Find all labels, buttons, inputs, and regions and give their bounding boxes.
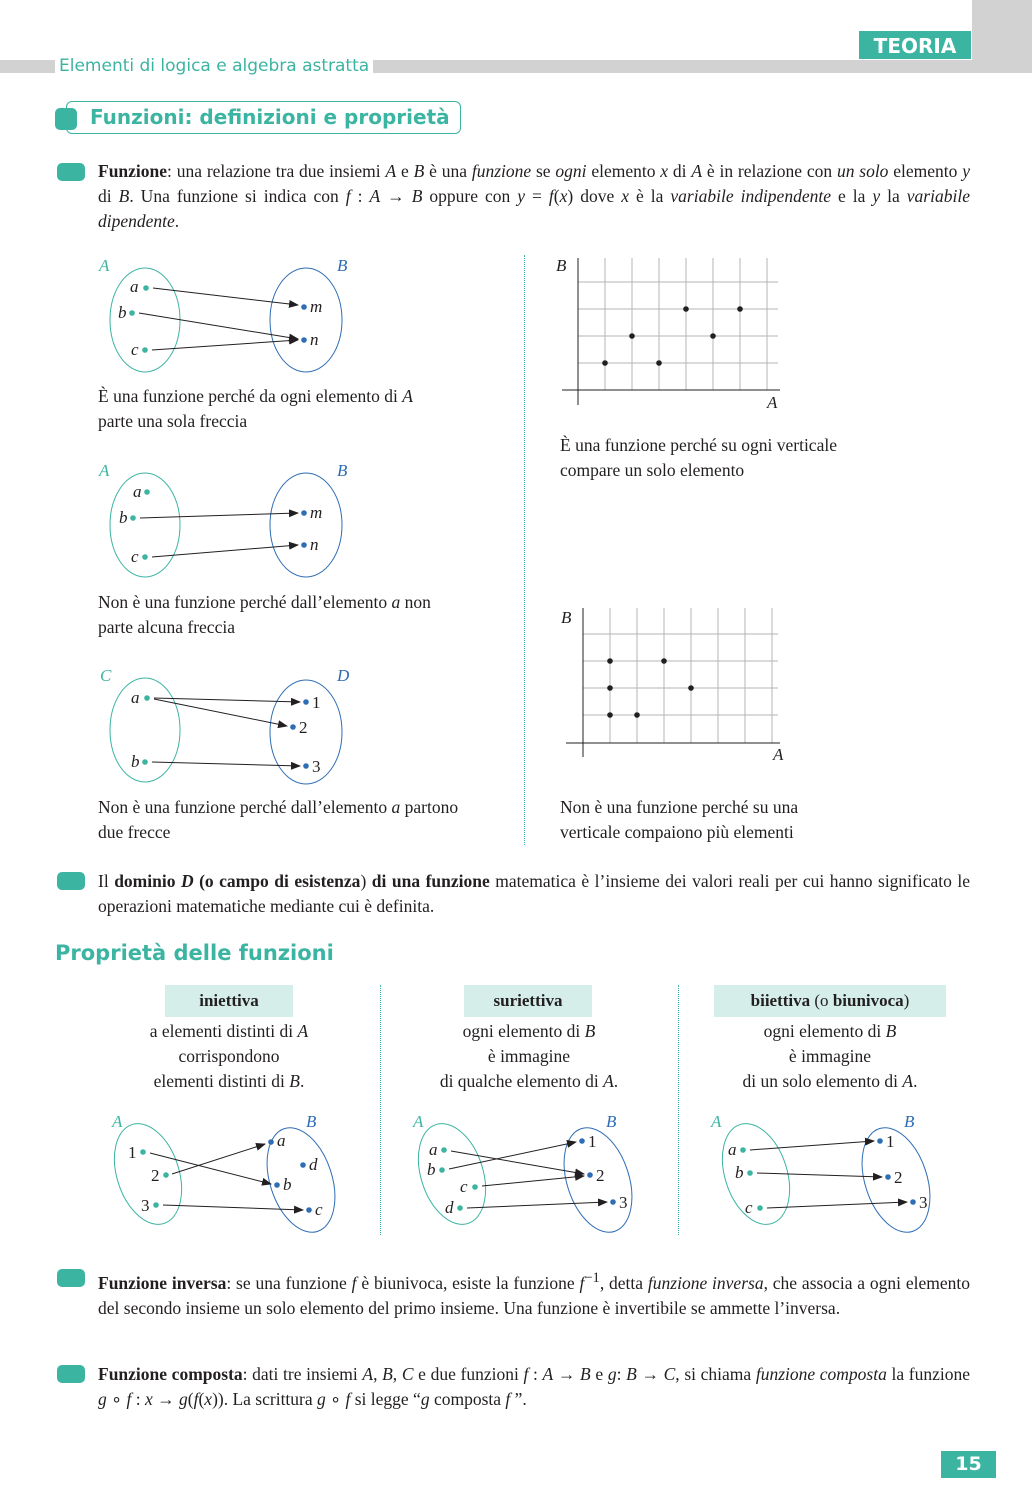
graph-not-function xyxy=(566,608,780,757)
svg-text:1: 1 xyxy=(588,1132,597,1151)
element-label: c xyxy=(131,340,139,359)
element-label: a xyxy=(130,277,139,296)
element-label: n xyxy=(310,535,319,554)
caption-graph-function: È una funzione perché su ogni verticale compare un solo elemento xyxy=(560,435,837,480)
svg-text:3: 3 xyxy=(141,1196,150,1215)
axis-label-y: B xyxy=(561,608,572,627)
set-b-label: B xyxy=(337,461,348,480)
element-label: b xyxy=(118,303,127,322)
definition-paragraph: Funzione: una relazione tra due insiemi A e B è una funzione se ogni elemento x di A è in relazione con un solo elemento y di B. Una funzione si indica con f : A → B oppure con y = f(x) dove x è la variabile indipendente e la y la variabile dipendente. xyxy=(98,161,971,231)
set-d-label: D xyxy=(337,666,350,685)
diagram-not-function-no-arrow xyxy=(98,461,348,577)
diagram-bijective xyxy=(710,1112,942,1241)
column-divider xyxy=(380,985,381,1235)
svg-text:3: 3 xyxy=(619,1193,628,1212)
bullet-icon xyxy=(57,872,85,890)
element-label: a xyxy=(131,688,140,707)
element-label: a xyxy=(133,482,142,501)
diagram-not-function-two-arrows xyxy=(100,666,350,784)
graph-function xyxy=(562,258,780,405)
caption-graph-not-function: Non è una funzione perché su una verticale compaiono più elementi xyxy=(560,797,799,842)
svg-text:A: A xyxy=(413,1112,424,1131)
chapter-title: Elementi di logica e algebra astratta xyxy=(55,55,373,77)
svg-text:1: 1 xyxy=(128,1143,137,1162)
svg-text:A: A xyxy=(711,1112,722,1131)
element-label: c xyxy=(131,547,139,566)
section-tag: TEORIA xyxy=(859,31,971,59)
set-b-label: B xyxy=(306,1112,317,1131)
svg-text:B: B xyxy=(606,1112,617,1131)
element-label: 2 xyxy=(299,718,308,737)
svg-text:2: 2 xyxy=(596,1166,605,1185)
svg-text:1: 1 xyxy=(886,1132,895,1151)
properties-heading: Proprietà delle funzioni xyxy=(55,941,334,965)
axis-label-y: B xyxy=(556,256,567,275)
svg-text:2: 2 xyxy=(151,1166,160,1185)
caption-two-arrows: Non è una funzione perché dall’elemento a partono due frecce xyxy=(98,797,459,842)
diagram-function-example xyxy=(98,256,348,372)
svg-text:b: b xyxy=(735,1163,744,1182)
column-divider xyxy=(678,985,679,1235)
axis-label-x: A xyxy=(773,745,784,764)
caption-no-arrow: Non è una funzione perché dall’elemento a non parte alcuna freccia xyxy=(98,592,431,637)
set-c-label: C xyxy=(100,666,112,685)
bullet-icon xyxy=(57,1269,85,1287)
composite-paragraph: Funzione composta: dati tre insiemi A, B, C e due funzioni f : A → B e g: B → C, si chiama funzione composta la funzione g ∘ f : x → g(f(x)). La scrittura g ∘ f si legge “g composta f ”. xyxy=(98,1364,971,1409)
domain-paragraph: Il dominio D (o campo di esistenza) di una funzione matematica è l’insieme dei valori reali per cui hanno significato le operazioni matematiche mediante cui è definita. xyxy=(98,871,971,916)
svg-text:B: B xyxy=(904,1112,915,1131)
element-label: m xyxy=(310,503,323,522)
svg-text:3: 3 xyxy=(919,1193,928,1212)
desc-surjective: ogni elemento di B è immagine di qualche elemento di A. xyxy=(439,1021,619,1091)
element-label: 1 xyxy=(312,693,321,712)
desc-bijective: ogni elemento di B è immagine di un solo elemento di A. xyxy=(742,1021,918,1091)
caption-function-example: È una funzione perché da ogni elemento di A parte una sola freccia xyxy=(98,386,413,431)
svg-text:a: a xyxy=(429,1140,438,1159)
element-label: n xyxy=(310,330,319,349)
element-label: m xyxy=(310,297,323,316)
svg-text:c: c xyxy=(460,1177,468,1196)
desc-injective: a elementi distinti di A corrispondono elementi distinti di B. xyxy=(149,1021,309,1091)
svg-text:c: c xyxy=(745,1198,753,1217)
element-label: b xyxy=(119,508,128,527)
inverse-paragraph: Funzione inversa: se una funzione f è biunivoca, esiste la funzione $f^{-1}$, detta funzione inversa, che associa a ogni elemento del secondo insieme un solo elemento del primo insieme. Una funzione è invertibile se ammette l’inversa. xyxy=(98,1270,970,1318)
set-a-label: A xyxy=(99,256,110,275)
page-title: Funzioni: definizioni e proprietà xyxy=(66,101,461,134)
set-b-label: B xyxy=(337,256,348,275)
svg-text:d: d xyxy=(309,1155,318,1174)
svg-text:2: 2 xyxy=(894,1168,903,1187)
svg-text:c: c xyxy=(315,1200,323,1219)
set-a-label: A xyxy=(112,1112,123,1131)
arrow xyxy=(139,313,298,339)
svg-text:b: b xyxy=(283,1175,292,1194)
svg-text:d: d xyxy=(445,1198,454,1217)
page-number: 15 xyxy=(941,1451,996,1478)
svg-text:b: b xyxy=(427,1160,436,1179)
axis-label-x: A xyxy=(767,393,778,412)
element-label: b xyxy=(131,752,140,771)
tag-injective: iniettiva xyxy=(165,985,293,1017)
svg-text:a: a xyxy=(728,1140,737,1159)
tag-surjective: suriettiva xyxy=(464,985,592,1017)
element-label: 3 xyxy=(312,757,321,776)
svg-text:a: a xyxy=(277,1131,286,1150)
bullet-icon xyxy=(57,1365,85,1383)
diagram-surjective xyxy=(406,1112,644,1241)
set-b-ellipse xyxy=(270,268,342,372)
set-a-label: A xyxy=(99,461,110,480)
tag-bijective: biiettiva (o biunivoca) xyxy=(714,985,946,1017)
diagram-injective xyxy=(102,1112,347,1241)
